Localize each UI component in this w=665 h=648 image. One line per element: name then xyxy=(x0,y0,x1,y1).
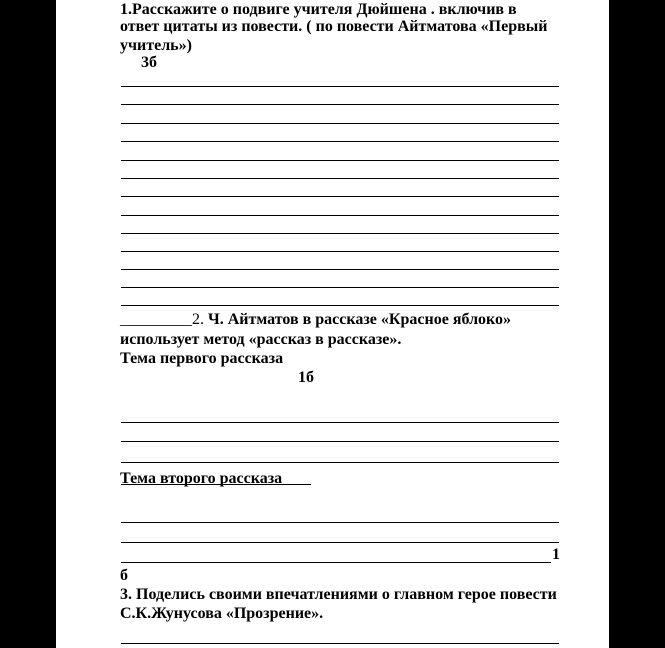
topic-1-label: Тема первого рассказа xyxy=(120,350,284,367)
answer-line[interactable] xyxy=(121,123,559,124)
question-2-blank: _________ xyxy=(120,311,192,328)
question-1-line-1: 1.Расскажите о подвиге учителя Дюйшена . включив в xyxy=(120,1,517,18)
answer-line[interactable] xyxy=(121,141,559,142)
question-1-line-2: ответ цитаты из повести. ( по повести Айтматова «Первый xyxy=(120,18,548,35)
question-2-line-1 xyxy=(120,310,511,329)
answer-line[interactable] xyxy=(121,643,559,644)
question-2-number: 2. xyxy=(192,311,204,328)
answer-line[interactable] xyxy=(121,251,559,252)
topic-1-points: 1б xyxy=(298,369,314,386)
answer-line[interactable] xyxy=(121,233,559,234)
answer-line[interactable] xyxy=(121,562,551,563)
answer-line[interactable] xyxy=(121,542,559,543)
answer-line[interactable] xyxy=(121,287,559,288)
answer-line[interactable] xyxy=(121,441,559,442)
answer-line[interactable] xyxy=(121,160,559,161)
answer-line[interactable] xyxy=(121,104,559,105)
question-2-line-2: использует метод «рассказ в рассказе». xyxy=(120,331,402,348)
question-3-line-2: С.К.Жунусова «Прозрение». xyxy=(120,605,324,622)
answer-line[interactable] xyxy=(121,178,559,179)
answer-line[interactable] xyxy=(121,422,559,423)
answer-line[interactable] xyxy=(121,215,559,216)
question-1-points: 3б xyxy=(141,54,157,71)
question-2-text: Ч. Айтматов в рассказе «Красное яблоко» xyxy=(204,311,512,328)
topic-2-points-digit: 1 xyxy=(552,546,560,563)
question-1-line-3: учитель») xyxy=(120,37,192,54)
answer-line[interactable] xyxy=(121,196,559,197)
answer-line[interactable] xyxy=(121,86,559,87)
topic-2-points-unit: б xyxy=(120,567,128,584)
answer-line[interactable] xyxy=(121,462,559,463)
topic-2-label: Тема второго рассказа xyxy=(120,470,283,487)
answer-line[interactable] xyxy=(121,305,559,306)
worksheet-page xyxy=(56,0,609,648)
answer-line[interactable] xyxy=(121,522,559,523)
answer-line[interactable] xyxy=(121,269,559,270)
question-3-line-1: 3. Поделись своими впечатлениями о главном герое повести xyxy=(120,586,557,603)
